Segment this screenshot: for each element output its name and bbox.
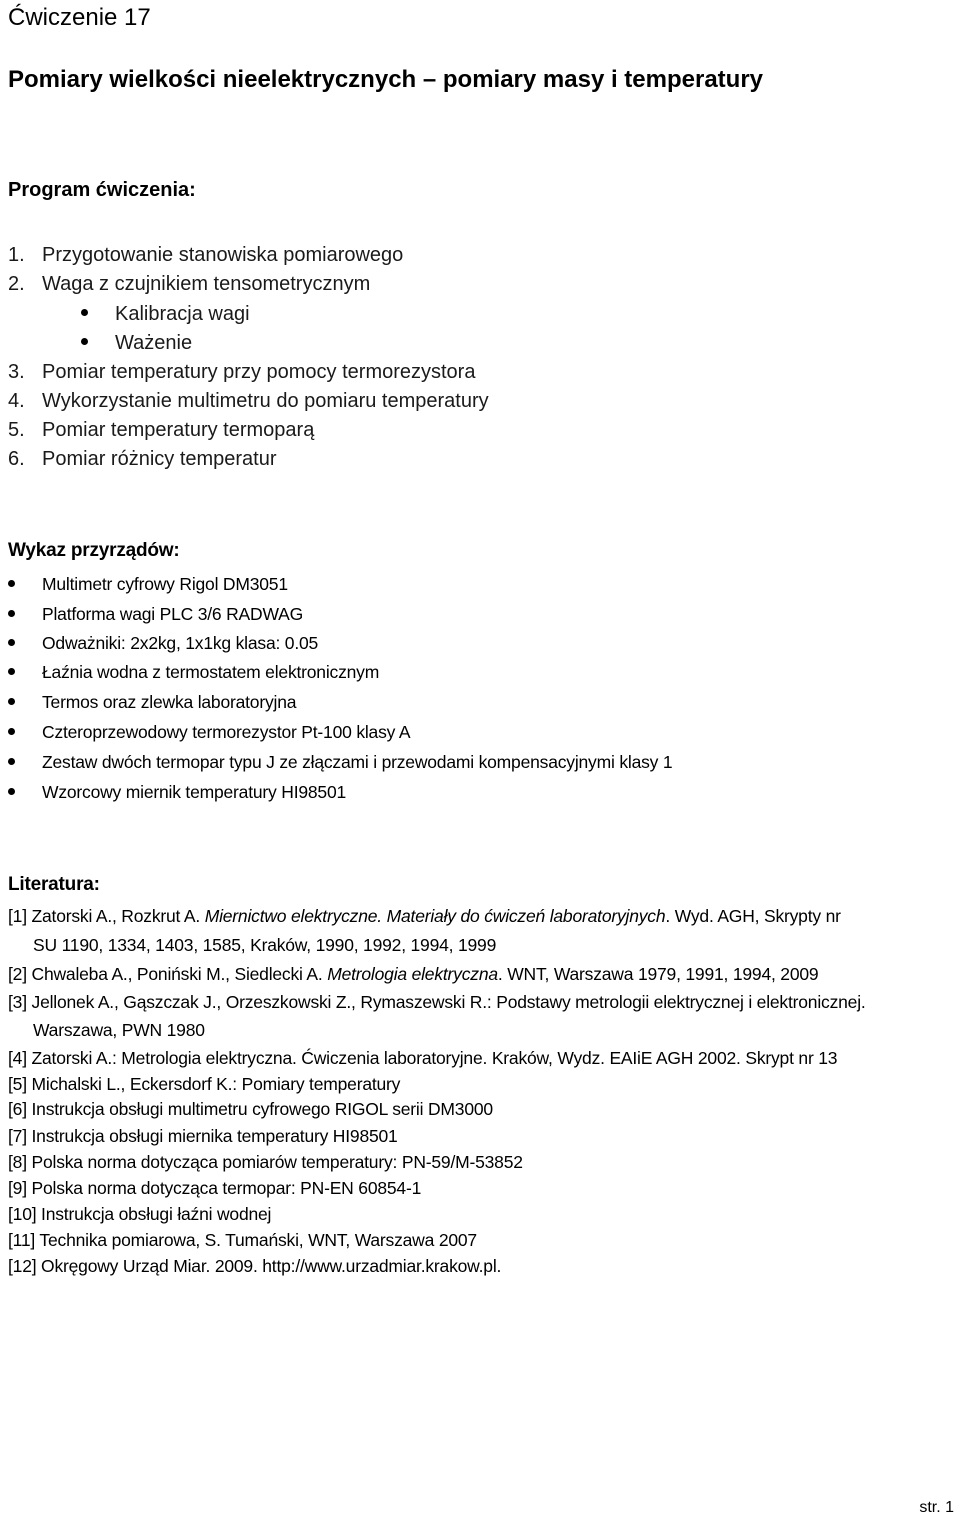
instrument-item	[8, 633, 318, 654]
program-item-text: Pomiar temperatury przy pomocy termorezystora	[42, 361, 476, 383]
instrument-item	[8, 782, 346, 803]
program-item-number: 4.	[8, 390, 25, 412]
program-item-number: 6.	[8, 448, 25, 470]
reference-continuation	[33, 1020, 205, 1041]
instrument-item-text: Odważniki: 2x2kg, 1x1kg klasa: 0.05	[42, 633, 319, 653]
reference-item	[8, 1126, 398, 1147]
reference-item	[8, 1230, 477, 1251]
instrument-item-text: Wzorcowy miernik temperatury HI98501	[42, 782, 347, 802]
program-item-number: 3.	[8, 361, 25, 383]
reference-text: [8] Polska norma dotycząca pomiarów temperatury: PN-59/M-53852	[8, 1152, 523, 1172]
reference-item	[8, 992, 866, 1013]
reference-title: Metrologia elektryczna	[327, 964, 498, 984]
instrument-item-text: Multimetr cyfrowy Rigol DM3051	[42, 574, 288, 594]
bullet-icon	[8, 728, 15, 735]
reference-item	[8, 1074, 400, 1095]
program-item-text: Kalibracja wagi	[115, 303, 250, 325]
reference-text: SU 1190, 1334, 1403, 1585, Kraków, 1990, 1992, 1994, 1999	[33, 935, 497, 955]
program-item	[8, 448, 277, 471]
literature-heading: Literatura:	[8, 874, 100, 895]
reference-item	[8, 1152, 523, 1173]
bullet-icon	[81, 338, 88, 345]
reference-text: [9] Polska norma dotycząca termopar: PN-EN 60854-1	[8, 1178, 422, 1198]
bullet-icon	[8, 758, 15, 765]
bullet-icon	[8, 639, 15, 646]
program-item	[81, 303, 250, 326]
reference-continuation	[33, 935, 496, 956]
instrument-item	[8, 752, 672, 773]
reference-item	[8, 964, 818, 985]
bullet-icon	[8, 668, 15, 675]
page-number: str. 1	[919, 1499, 954, 1516]
reference-text: [7] Instrukcja obsługi miernika temperatury HI98501	[8, 1126, 398, 1146]
program-item-text: Wykorzystanie multimetru do pomiaru temperatury	[42, 390, 489, 412]
reference-title: Miernictwo elektryczne. Materiały do ćwiczeń laboratoryjnych	[204, 906, 666, 926]
program-item-text: Ważenie	[115, 332, 193, 354]
reference-text: [10] Instrukcja obsługi łaźni wodnej	[8, 1204, 272, 1224]
program-item-number: 1.	[8, 244, 25, 266]
instrument-item	[8, 604, 303, 625]
program-item	[8, 273, 370, 296]
program-item	[81, 332, 192, 355]
instruments-heading: Wykaz przyrządów:	[8, 540, 180, 561]
reference-item	[8, 1178, 421, 1199]
reference-item	[8, 1256, 501, 1277]
reference-text: [5] Michalski L., Eckersdorf K.: Pomiary temperatury	[8, 1074, 401, 1094]
instrument-item	[8, 662, 379, 683]
reference-text: Warszawa, PWN 1980	[33, 1020, 205, 1040]
reference-text: [1] Zatorski A., Rozkrut A.	[8, 906, 205, 926]
bullet-icon	[8, 698, 15, 705]
instrument-item-text: Platforma wagi PLC 3/6 RADWAG	[42, 604, 303, 624]
bullet-icon	[8, 580, 15, 587]
instrument-item-text: Czteroprzewodowy termorezystor Pt-100 klasy A	[42, 722, 411, 742]
program-item	[8, 244, 403, 267]
reference-item	[8, 1099, 493, 1120]
reference-item	[8, 1048, 837, 1069]
reference-text: . WNT, Warszawa 1979, 1991, 1994, 2009	[497, 964, 819, 984]
reference-text: [4] Zatorski A.: Metrologia elektryczna. Ćwiczenia laboratoryjne. Kraków, Wydz. EAIiE AGH 2002. Skrypt nr 13	[8, 1048, 838, 1068]
reference-text: [3] Jellonek A., Gąszczak J., Orzeszkowski Z., Rymaszewski R.: Podstawy metrologii elektrycznej i elektronicznej.	[8, 992, 866, 1012]
reference-item	[8, 906, 841, 927]
bullet-icon	[8, 610, 15, 617]
reference-text: [12] Okręgowy Urząd Miar. 2009. http://www.urzadmiar.krakow.pl.	[8, 1256, 502, 1276]
bullet-icon	[8, 788, 15, 795]
instrument-item-text: Łaźnia wodna z termostatem elektronicznym	[42, 662, 380, 682]
program-item	[8, 419, 314, 442]
program-item-text: Pomiar różnicy temperatur	[42, 448, 277, 470]
reference-item	[8, 1204, 271, 1225]
reference-text: [11] Technika pomiarowa, S. Tumański, WNT, Warszawa 2007	[8, 1230, 477, 1250]
program-item	[8, 361, 475, 384]
program-item-text: Pomiar temperatury termoparą	[42, 419, 315, 441]
program-item-number: 5.	[8, 419, 25, 441]
exercise-title: Ćwiczenie 17	[8, 4, 151, 31]
exercise-subtitle: Pomiary wielkości nieelektrycznych – pomiary masy i temperatury	[8, 66, 764, 93]
instrument-item-text: Zestaw dwóch termopar typu J ze złączami i przewodami kompensacyjnymi klasy 1	[42, 752, 673, 772]
reference-text: [6] Instrukcja obsługi multimetru cyfrowego RIGOL serii DM3000	[8, 1099, 493, 1119]
program-item-text: Przygotowanie stanowiska pomiarowego	[42, 244, 404, 266]
instrument-item-text: Termos oraz zlewka laboratoryjna	[42, 692, 297, 712]
instrument-item	[8, 722, 410, 743]
program-item	[8, 390, 489, 413]
program-item-text: Waga z czujnikiem tensometrycznym	[42, 273, 371, 295]
reference-text: . Wyd. AGH, Skrypty nr	[665, 906, 841, 926]
program-item-number: 2.	[8, 273, 25, 295]
reference-text: [2] Chwaleba A., Poniński M., Siedlecki A.	[8, 964, 328, 984]
bullet-icon	[81, 309, 88, 316]
instrument-item	[8, 574, 288, 595]
instrument-item	[8, 692, 296, 713]
program-heading: Program ćwiczenia:	[8, 179, 196, 201]
